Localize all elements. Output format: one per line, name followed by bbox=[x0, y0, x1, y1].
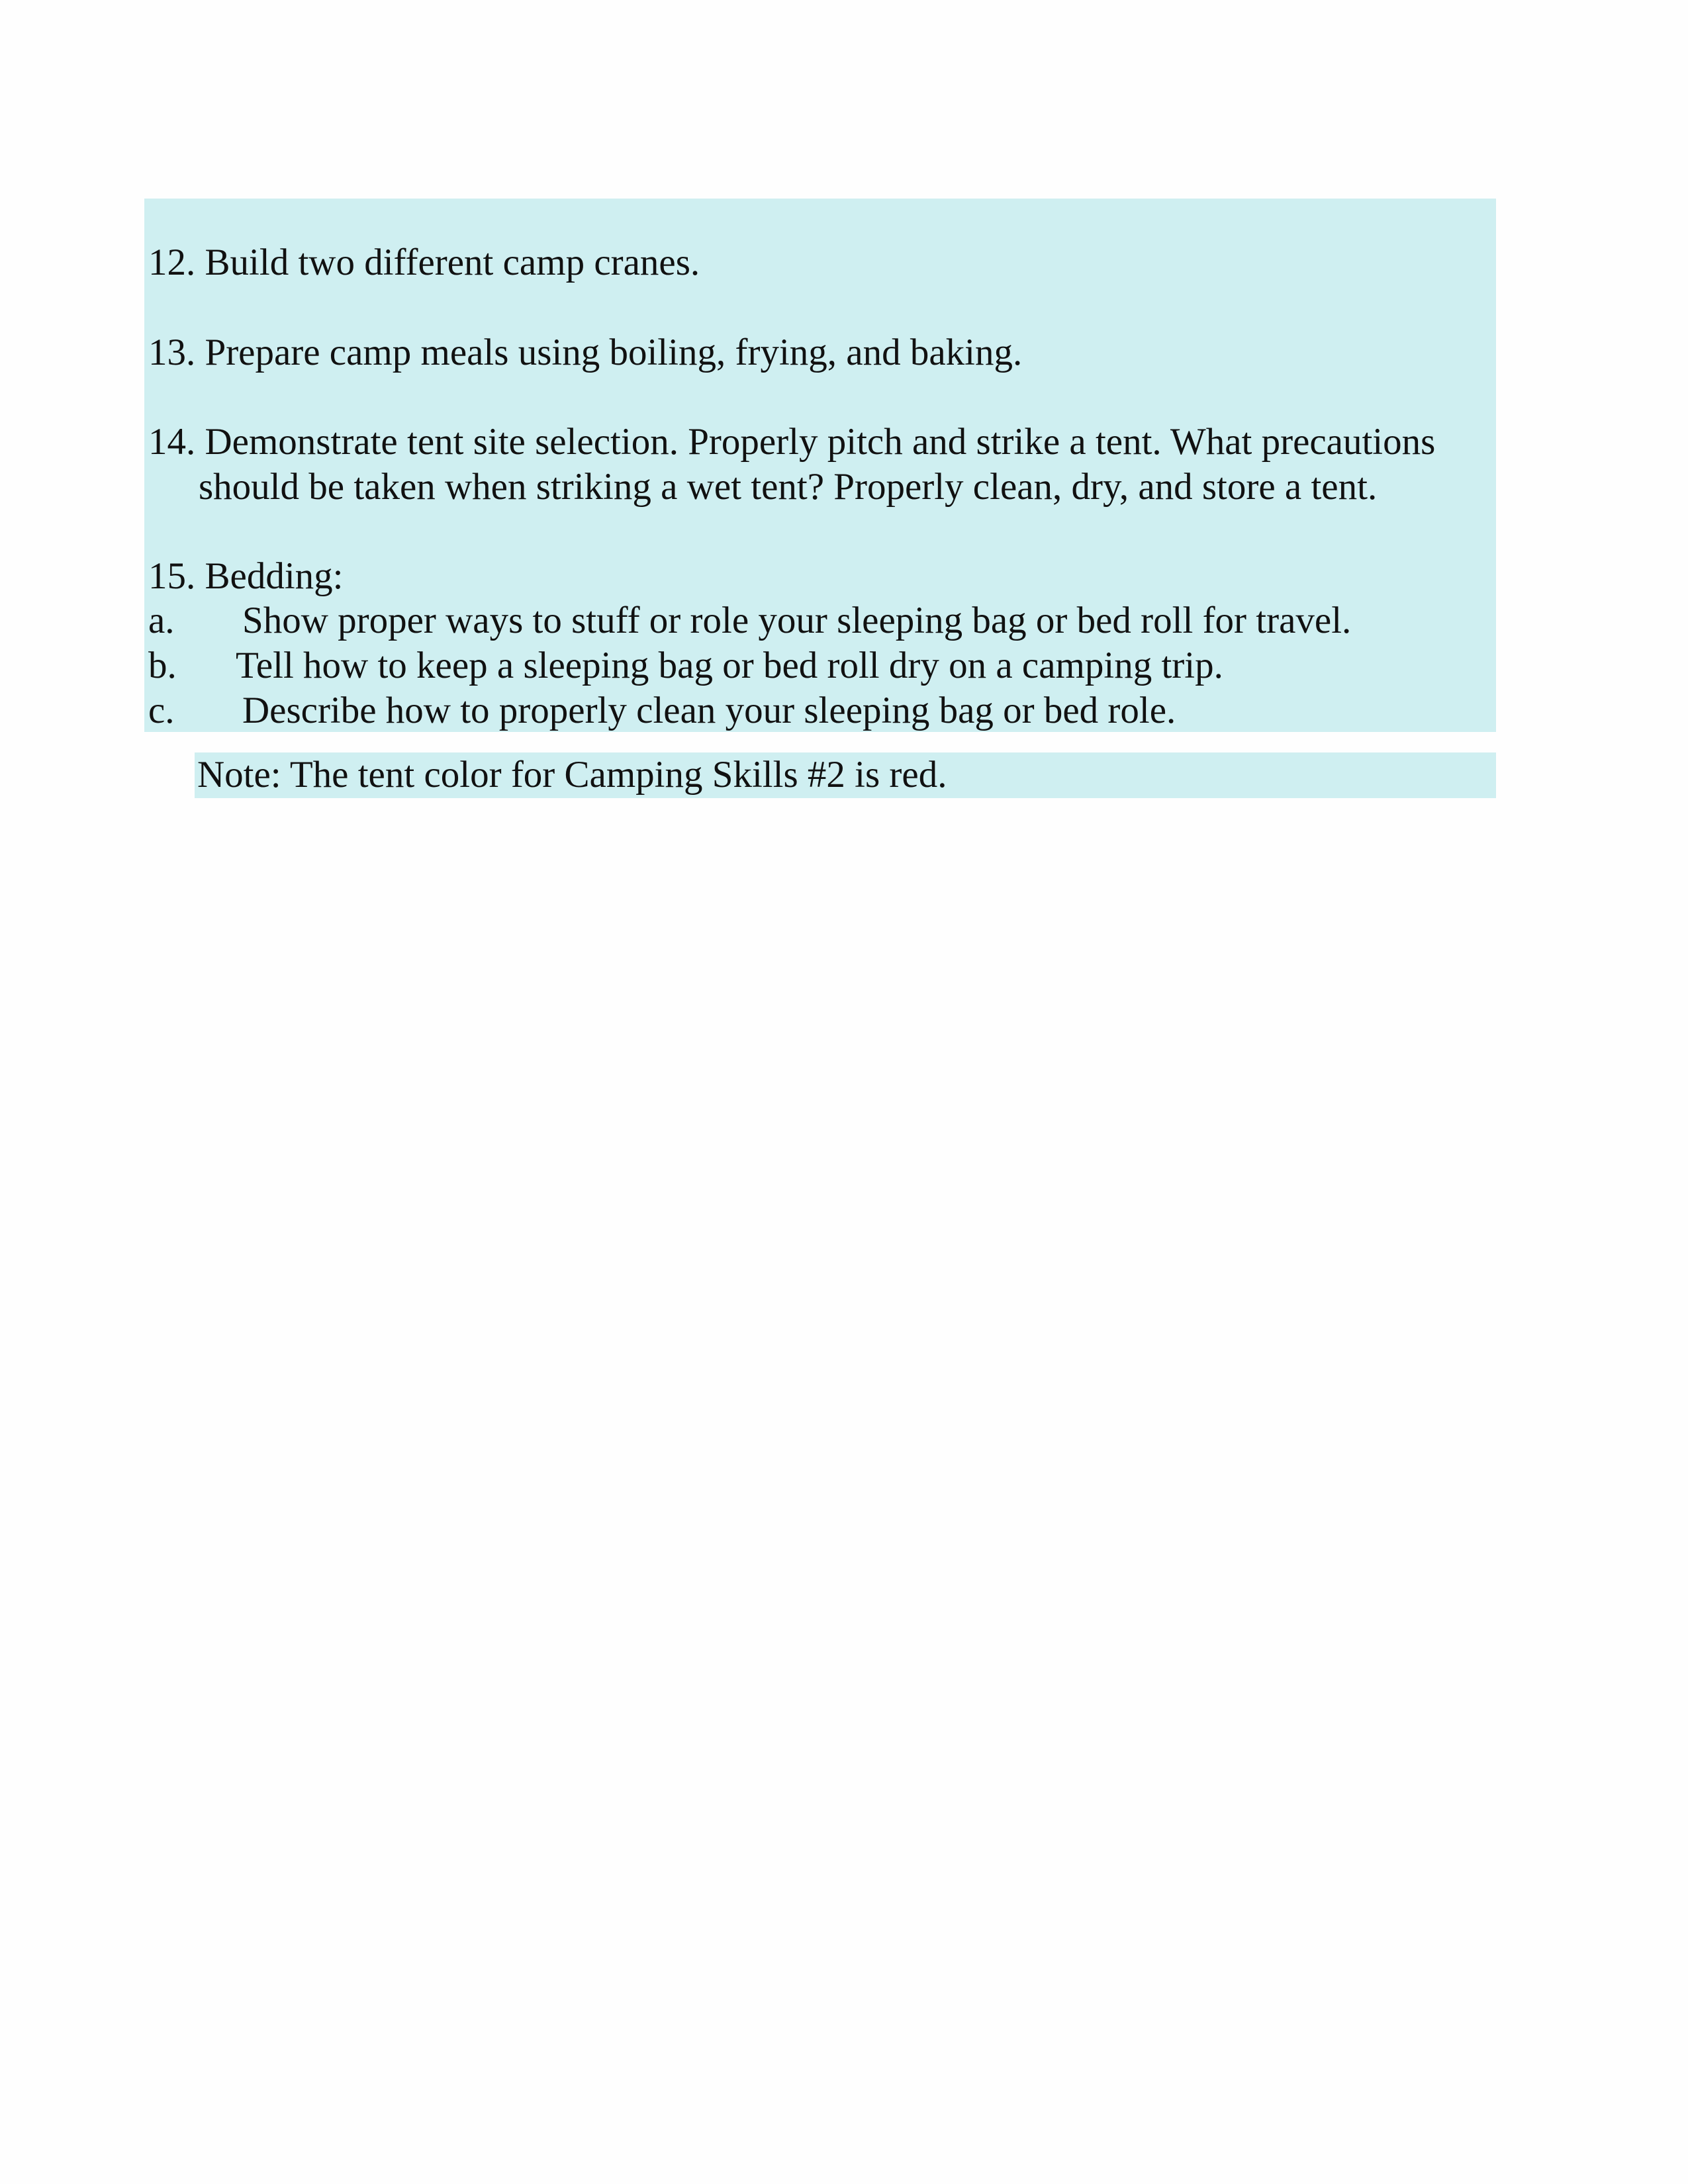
requirements-block bbox=[144, 199, 1496, 732]
subitem-c-marker: c. bbox=[148, 690, 175, 731]
subitem-b-marker: b. bbox=[148, 645, 177, 686]
subitem-a-text: Show proper ways to stuff or role your sleeping bag or bed roll for travel. bbox=[242, 600, 1352, 641]
requirement-13: 13. Prepare camp meals using boiling, frying, and baking. bbox=[148, 332, 1023, 373]
requirement-14-line-2: should be taken when striking a wet tent? Properly clean, dry, and store a tent. bbox=[199, 466, 1378, 508]
subitem-b-text: Tell how to keep a sleeping bag or bed roll dry on a camping trip. bbox=[236, 645, 1223, 686]
requirement-12: 12. Build two different camp cranes. bbox=[148, 242, 700, 283]
subitem-a-marker: a. bbox=[148, 600, 175, 641]
requirement-15-heading: 15. Bedding: bbox=[148, 555, 344, 597]
tent-color-note: Note: The tent color for Camping Skills #2 is red. bbox=[197, 754, 947, 796]
requirement-14-line-1: 14. Demonstrate tent site selection. Properly pitch and strike a tent. What precautions bbox=[148, 421, 1436, 463]
subitem-c-text: Describe how to properly clean your sleeping bag or bed role. bbox=[242, 690, 1176, 731]
note-block bbox=[195, 752, 1496, 798]
